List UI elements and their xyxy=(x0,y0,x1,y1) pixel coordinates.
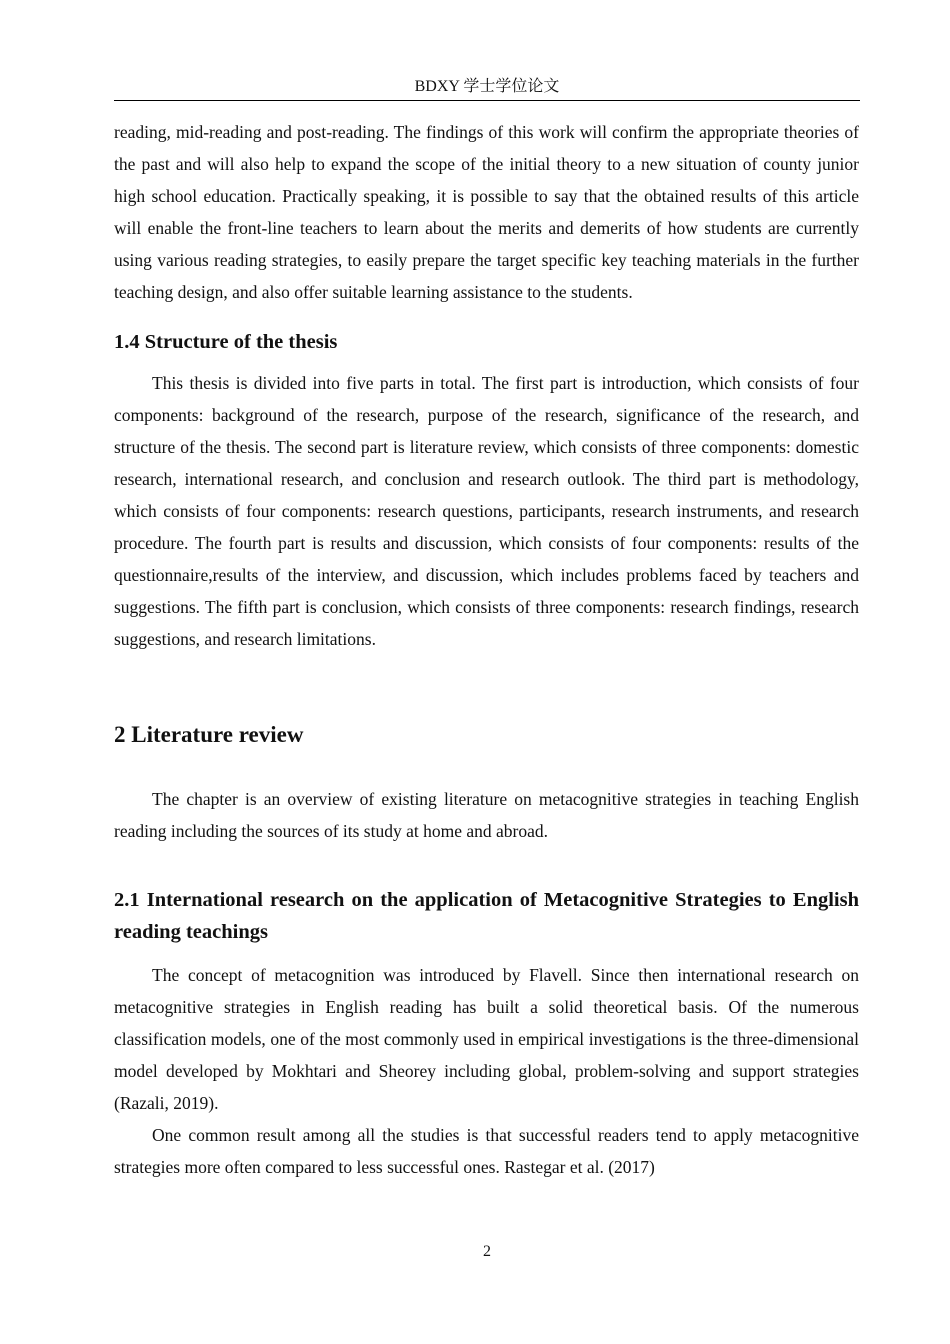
chapter-heading-2: 2 Literature review xyxy=(114,721,304,747)
section-heading-2-1: 2.1 International research on the application of Metacognitive Strategies to English reading teachings xyxy=(114,889,859,944)
chapter-2-intro-paragraph: The chapter is an overview of existing literature on metacognitive strategies in teaching English reading including the sources of its study at home and abroad. xyxy=(114,788,859,841)
section-2-1-paragraph-1: The concept of metacognition was introduced by Flavell. Since then international research on metacognitive strategies in English reading has built a solid theoretical basis. Of the numerous classification models, one of the most commonly used in empirical investigations is the three-dimensional model developed by Mokhtari and Sheorey including global, problem-solving and support strategies (Razali, 2019). xyxy=(114,965,859,1114)
intro-paragraph: reading, mid-reading and post-reading. The findings of this work will confirm the appropriate theories of the past and will also help to expand the scope of the initial theory to a new situation of county junior high school education. Practically speaking, it is possible to say that the obtained results of this article will enable the front-line teachers to learn about the merits and demerits of how students are currently using various reading strategies, to easily prepare the target specific key teaching materials in the further teaching design, and also offer suitable learning assistance to the students. xyxy=(114,122,859,302)
page-number: 2 xyxy=(483,1243,491,1260)
running-header: BDXY 学士学位论文 xyxy=(414,78,560,95)
page-content xyxy=(114,117,859,1184)
header-rule xyxy=(114,100,860,101)
section-heading-1-4: 1.4 Structure of the thesis xyxy=(114,331,338,354)
section-2-1-paragraph-2: One common result among all the studies is that successful readers tend to apply metacognitive strategies more often compared to less successful ones. Rastegar et al. (2017) xyxy=(114,1124,859,1177)
section-1-4-paragraph: This thesis is divided into five parts in total. The first part is introduction, which consists of four components: background of the research, purpose of the research, significance of the research, and structure of the thesis. The second part is literature review, which consists of three components: domestic research, international research, and conclusion and research outlook. The third part is methodology, which consists of four components: research questions, participants, research instruments, and research procedure. The fourth part is results and discussion, which consists of four components: results of the questionnaire,results of the interview, and discussion, which includes problems faced by teachers and suggestions. The fifth part is conclusion, which consists of three components: research findings, research suggestions, and research limitations. xyxy=(114,373,859,649)
